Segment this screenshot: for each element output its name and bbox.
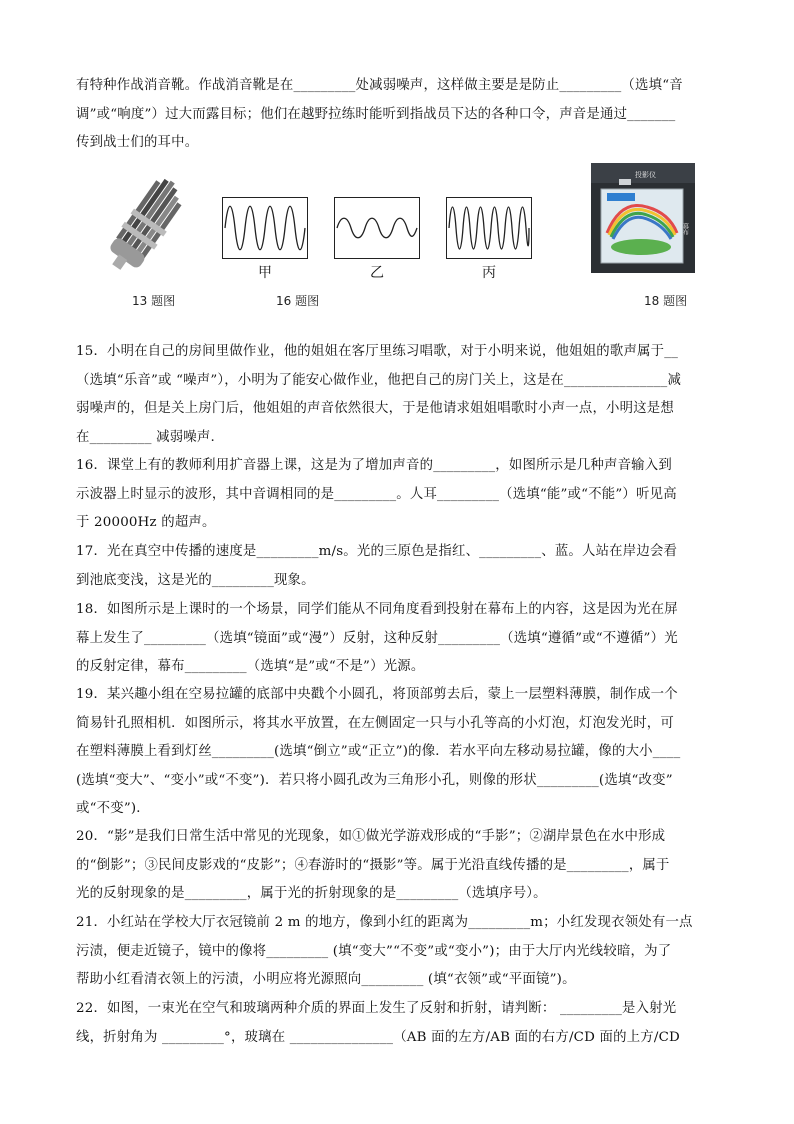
question-21 <box>76 909 724 995</box>
question-17 <box>76 538 724 595</box>
top-paragraph <box>76 72 724 158</box>
text-line: 幕上发生了_________（选填“镜面”或“漫”）反射，这种反射_________（选填“遵循”或“不遵循”）光 <box>76 630 678 646</box>
text-line: 的“倒影”；③民间皮影戏的“皮影”；④春游时的“摄影”等。属于光沿直线传播的是_________，属于 <box>76 857 670 873</box>
text-line: 简易针孔照相机．如图所示，将其水平放置，在左侧固定一只与小孔等高的小灯泡，灯泡发光时，可 <box>76 715 674 731</box>
text-line: 的反射定律，幕布_________（选填“是”或“不是”）光源。 <box>76 659 425 674</box>
text-line: 弱噪声的，但是关上房门后，他姐姐的声音依然很大，于是他请求姐姐唱歌时小声一点，小明这是想 <box>76 401 674 416</box>
text-line: 21．小红站在学校大厅衣冠镜前 2 m 的地方，像到小红的距离为_________m；小红发现衣领处有一点 <box>76 915 693 930</box>
text-line: 17．光在真空中传播的速度是_________m/s。光的三原色是指红、_________、蓝。人站在岸边会看 <box>76 544 678 559</box>
text-line: 在塑料薄膜上看到灯丝_________(选填“倒立”或“正立”)的像．若水平向左移动易拉罐，像的大小____ <box>76 744 681 759</box>
waveform-jia <box>222 197 308 259</box>
screen-label: 幕布 <box>681 223 689 235</box>
text-line: 16．课堂上有的教师利用扩音器上课，这是为了增加声音的_________，如图所示是几种声音输入到 <box>76 458 672 473</box>
projector-screen-photo <box>591 163 695 273</box>
text-line: 线，折射角为 _________°，玻璃在 _______________（AB 面的左方/AB 面的右方/CD 面的上方/CD <box>76 1029 680 1045</box>
question-19 <box>76 681 724 824</box>
wave-label-yi: 乙 <box>370 265 384 281</box>
text-line: 22．如图，一束光在空气和玻璃两种介质的界面上发生了反射和折射，请判断： _________是入射光 <box>76 1001 677 1016</box>
text-line: 传到战士们的耳中。 <box>76 135 199 150</box>
sheng-instrument-image <box>100 176 196 278</box>
question-16 <box>76 452 724 538</box>
question-15 <box>76 338 724 452</box>
text-line: 18．如图所示是上课时的一个场景，同学们能从不同角度看到投射在幕布上的内容，这是因为光在屏 <box>76 602 678 617</box>
text-line: 20．“影”是我们日常生活中常见的光现象，如①做光学游戏形成的“手影”；②湖岸景色在水中形成 <box>76 829 666 844</box>
waveform-bing <box>446 197 532 259</box>
question-18 <box>76 596 724 682</box>
text-line: 在_________ 减弱噪声. <box>76 429 215 445</box>
text-line: (选填“变大”、“变小”或“不变”)．若只将小圆孔改为三角形小孔，则像的形状_________(选填“改变” <box>76 772 673 788</box>
wave-label-bing: 丙 <box>482 265 496 281</box>
text-line: 示波器上时显示的波形，其中音调相同的是_________。人耳_________（选填“能”或“不能”）听见高 <box>76 486 677 502</box>
text-line: （选填“乐音”或 “噪声”），小明为了能安心做作业，他把自己的房门关上，这是在_______________减 <box>76 372 682 388</box>
text-line: 有特种作战消音靴。作战消音靴是在_________处减弱噪声，这样做主要是是防止_________（选填“音 <box>76 78 683 93</box>
text-line: 帮助小红看清衣领上的污渍，小明应将光源照向_________ (填“衣领”或“平面镜”)。 <box>76 972 576 987</box>
caption-13: 13 题图 <box>132 294 176 308</box>
text-line: 15．小明在自己的房间里做作业，他的姐姐在客厅里练习唱歌，对于小明来说，他姐姐的歌声属于__ <box>76 344 679 359</box>
waveform-yi <box>334 197 420 259</box>
wave-label-jia: 甲 <box>258 265 272 281</box>
question-22 <box>76 995 724 1052</box>
question-20 <box>76 823 724 909</box>
caption-16: 16 题图 <box>276 294 320 308</box>
projector-label: 投影仪 <box>635 171 656 179</box>
text-line: 于 20000Hz 的超声。 <box>76 515 216 530</box>
text-line: 到池底变浅，这是光的_________现象。 <box>76 572 315 588</box>
text-line: 调”或“响度”）过大而露目标；他们在越野拉练时能听到指战员下达的各种口令，声音是通过_______ <box>76 106 676 122</box>
text-line: 污渍，便走近镜子，镜中的像将_________ (填“变大”“不变”或“变小”)；由于大厅内光线较暗，为了 <box>76 943 672 959</box>
text-line: 或“不变”)． <box>76 801 150 816</box>
caption-18: 18 题图 <box>644 294 688 308</box>
text-line: 19．某兴趣小组在空易拉罐的底部中央戳个小圆孔，将顶部剪去后，蒙上一层塑料薄膜，制作成一个 <box>76 687 678 702</box>
text-line: 光的反射现象的是_________，属于光的折射现象的是_________（选填序号）。 <box>76 886 547 901</box>
